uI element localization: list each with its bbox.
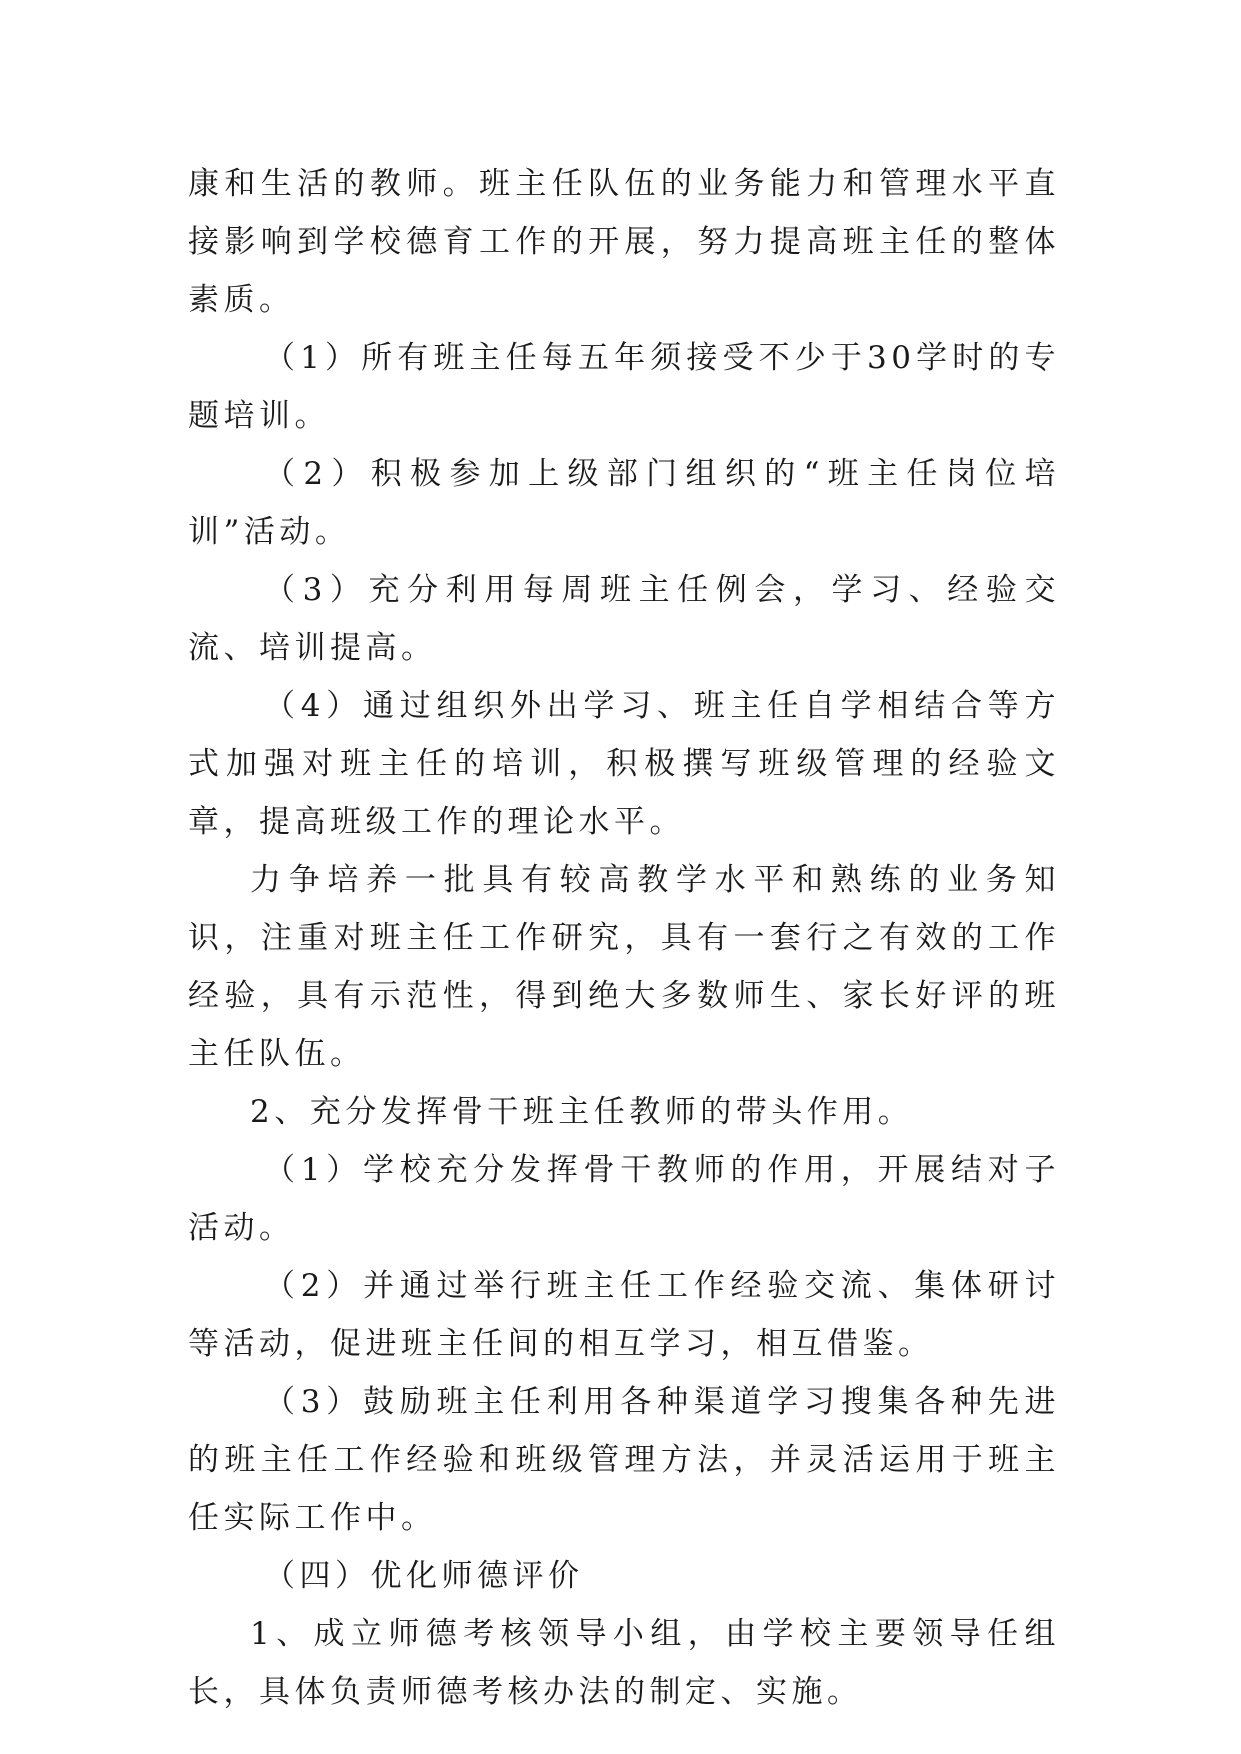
document-body (188, 155, 1060, 1721)
paragraph-5: （4）通过组织外出学习、班主任自学相结合等方式加强对班主任的培训，积极撰写班级管理的经验文章，提高班级工作的理论水平。 (188, 688, 1060, 840)
section-heading: （四）优化师德评价 (264, 1558, 584, 1594)
paragraph-1: 康和生活的教师。班主任队伍的业务能力和管理水平直接影响到学校德育工作的开展，努力提高班主任的整体素质。 (188, 166, 1060, 318)
paragraph-3: （2）积极参加上级部门组织的“班主任岗位培训”活动。 (188, 456, 1060, 550)
paragraph-10: （3）鼓励班主任利用各种渠道学习搜集各种先进的班主任工作经验和班级管理方法，并灵活运用于班主任实际工作中。 (188, 1384, 1060, 1536)
paragraph-2: （1）所有班主任每五年须接受不少于30学时的专题培训。 (188, 340, 1060, 434)
paragraph-4: （3）充分利用每周班主任例会，学习、经验交流、培训提高。 (188, 572, 1060, 666)
paragraph-9: （2）并通过举行班主任工作经验交流、集体研讨等活动，促进班主任间的相互学习，相互借鉴。 (188, 1268, 1060, 1362)
paragraph-6: 力争培养一批具有较高教学水平和熟练的业务知识，注重对班主任工作研究，具有一套行之有效的工作经验，具有示范性，得到绝大多数师生、家长好评的班主任队伍。 (188, 862, 1060, 1072)
paragraph-7: 2、充分发挥骨干班主任教师的带头作用。 (250, 1094, 914, 1130)
paragraph-12: 1、成立师德考核领导小组，由学校主要领导任组长，具体负责师德考核办法的制定、实施。 (188, 1616, 1060, 1710)
paragraph-8: （1）学校充分发挥骨干教师的作用，开展结对子活动。 (188, 1152, 1060, 1246)
